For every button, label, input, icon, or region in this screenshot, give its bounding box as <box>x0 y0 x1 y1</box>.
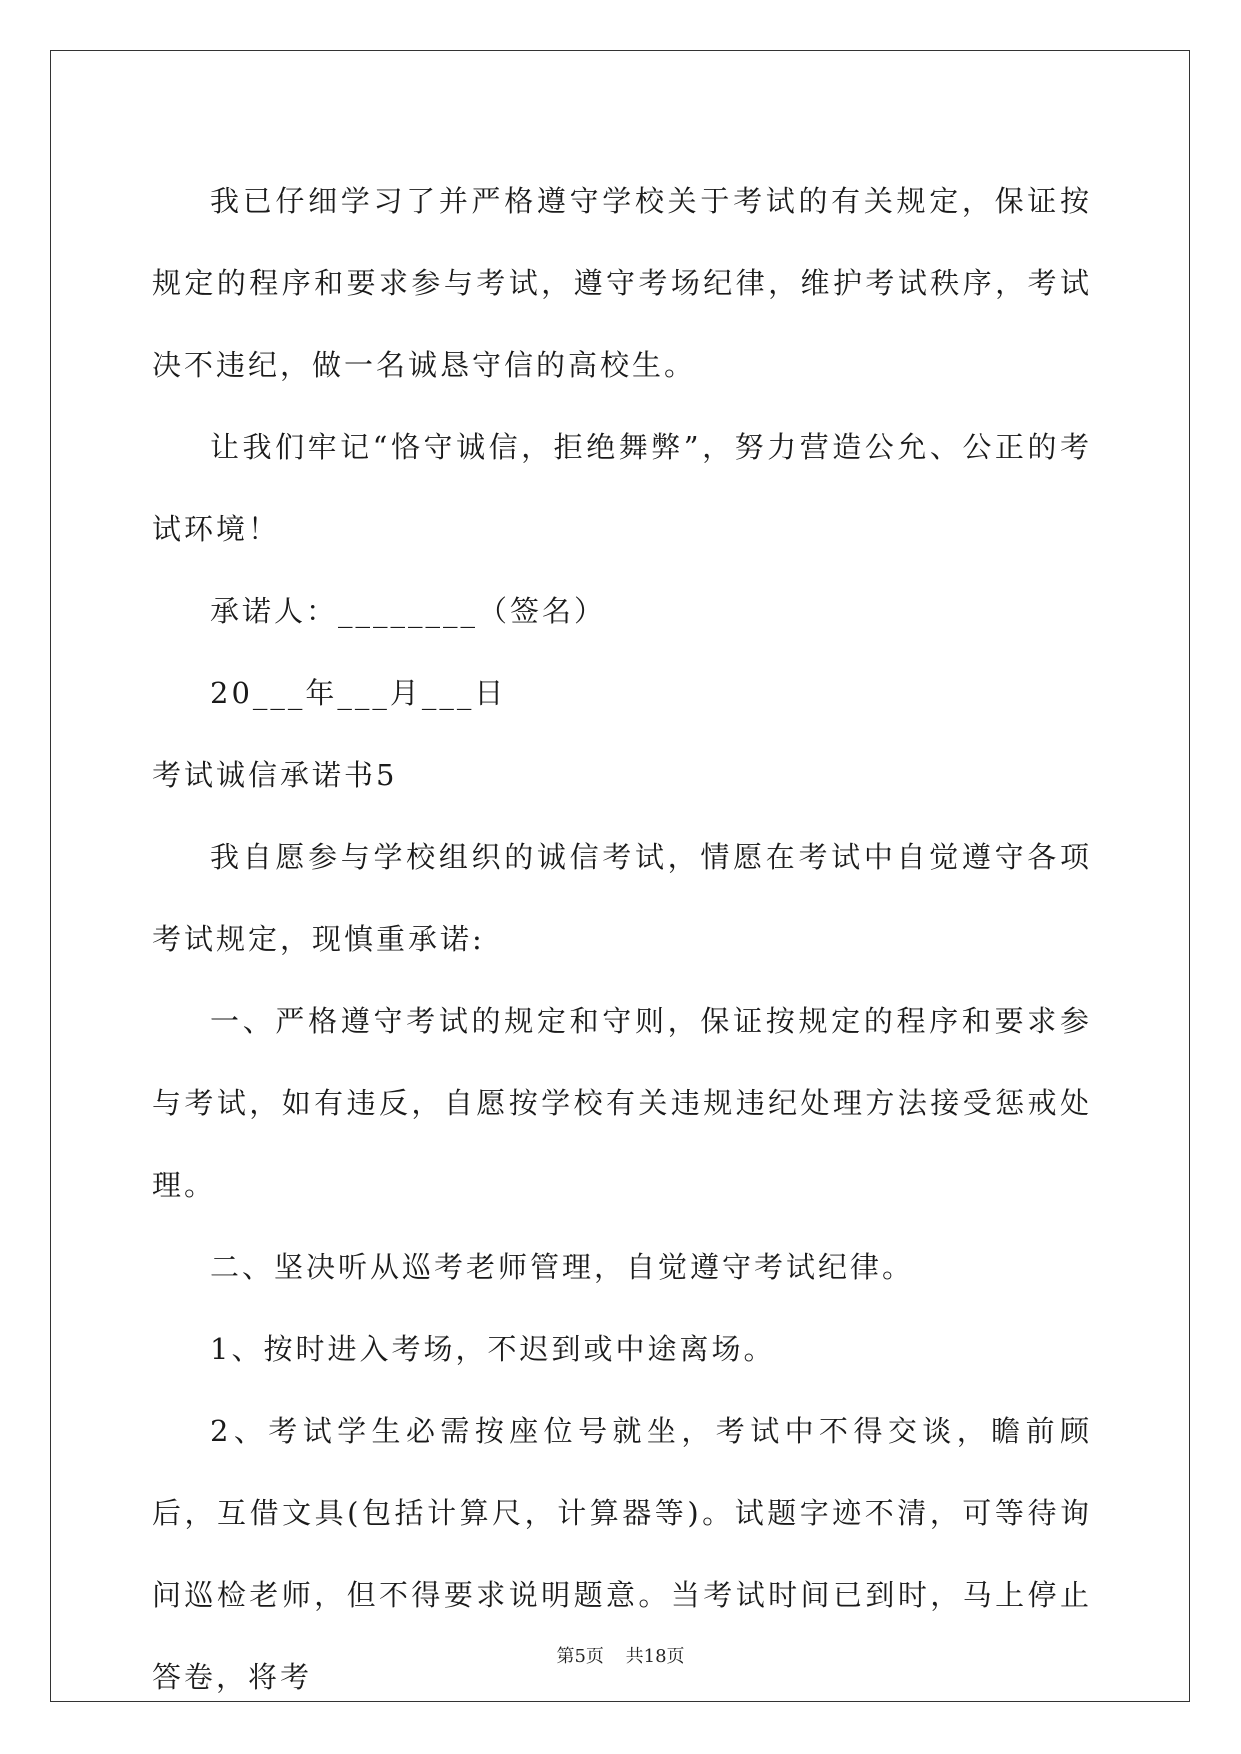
paragraph-commitment-intro: 我已仔细学习了并严格遵守学校关于考试的有关规定，保证按规定的程序和要求参与考试，遵守考场纪律，维护考试秩序，考试决不违纪，做一名诚恳守信的高校生。 <box>152 184 1092 382</box>
paragraph-item-one: 1、按时进入考场，不迟到或中途离场。 <box>210 1332 776 1366</box>
paragraph-date: 20___年___月___日 <box>210 676 507 710</box>
paragraph-rule-two: 二、坚决听从巡考老师管理，自觉遵守考试纪律。 <box>210 1250 915 1284</box>
page-total: 共18页 <box>625 1646 685 1667</box>
paragraph-signer: 承诺人：________（签名） <box>210 594 607 628</box>
paragraph-item-two: 2、考试学生必需按座位号就坐，考试中不得交谈，瞻前顾后，互借文具(包括计算尺，计算器等)。试题字迹不清，可等待询问巡检老师，但不得要求说明题意。当考试时间已到时，马上停止答卷，将考 <box>152 1414 1092 1694</box>
document-body <box>152 160 1092 1718</box>
page-footer <box>0 1642 1241 1668</box>
paragraph-rule-one: 一、严格遵守考试的规定和守则，保证按规定的程序和要求参与考试，如有违反，自愿按学校有关违规违纪处理方法接受惩戒处理。 <box>152 1004 1092 1202</box>
section-heading: 考试诚信承诺书5 <box>152 758 398 792</box>
paragraph-voluntary: 我自愿参与学校组织的诚信考试，情愿在考试中自觉遵守各项考试规定，现慎重承诺: <box>152 840 1092 956</box>
page-number: 第5页 <box>556 1646 604 1667</box>
paragraph-slogan: 让我们牢记“恪守诚信，拒绝舞弊”，努力营造公允、公正的考试环境！ <box>152 430 1092 546</box>
